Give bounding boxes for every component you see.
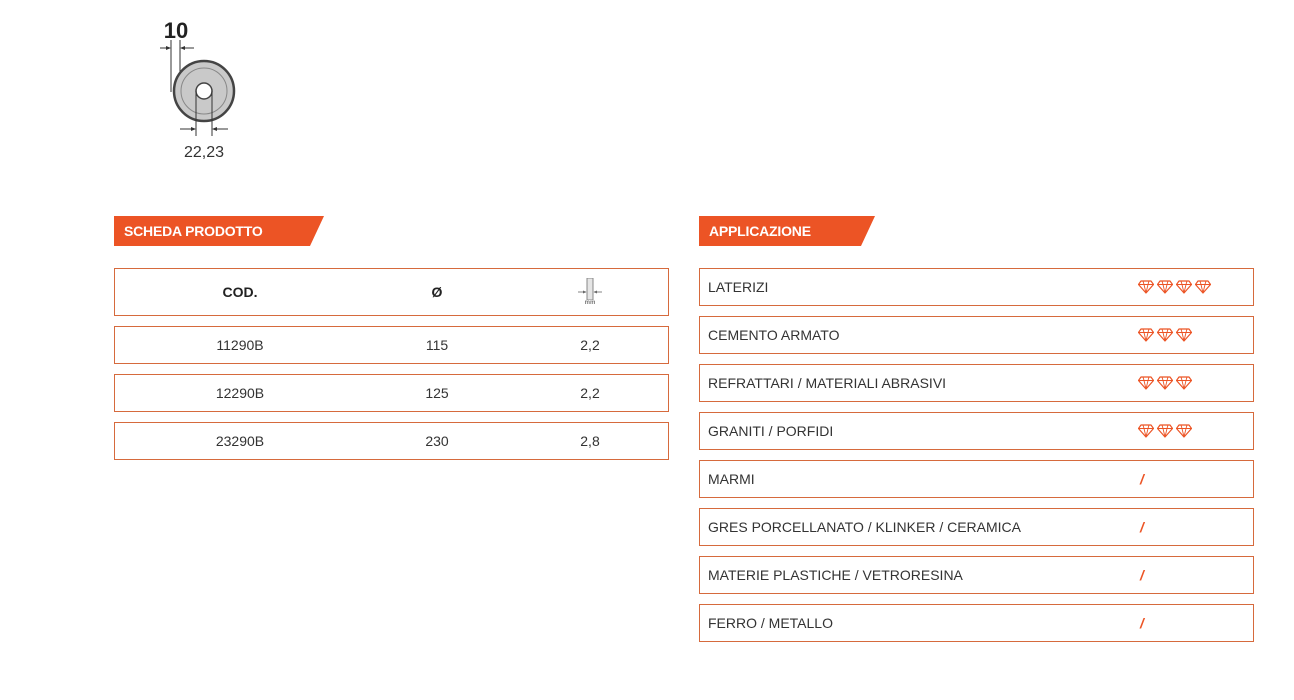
not-applicable-mark: / — [1140, 519, 1144, 535]
bore-value: 22,23 — [183, 144, 225, 161]
product-diameter-cell: 230 — [425, 433, 449, 449]
application-rating — [1138, 509, 1144, 545]
product-thickness-cell: 2,2 — [580, 337, 600, 353]
disc-dimension-diagram — [150, 12, 260, 167]
application-row — [699, 508, 1254, 546]
application-label: MARMI — [708, 471, 755, 487]
product-code-cell: 23290B — [215, 433, 265, 449]
application-rating — [1138, 365, 1192, 401]
product-code-cell: 11290B — [216, 337, 264, 353]
application-rating — [1138, 461, 1144, 497]
application-row — [699, 604, 1254, 642]
diamond-icon — [1176, 376, 1192, 390]
table-row — [114, 422, 669, 460]
diamond-icon — [1138, 376, 1154, 390]
diamond-icon — [1176, 424, 1192, 438]
application-rating — [1138, 269, 1211, 305]
diamond-icon — [1157, 280, 1173, 294]
application-label: GRES PORCELLANATO / KLINKER / CERAMICA — [708, 519, 1022, 535]
product-thickness-cell: 2,2 — [580, 385, 600, 401]
application-row — [699, 268, 1254, 306]
application-label: GRANITI / PORFIDI — [708, 423, 834, 439]
application-row — [699, 364, 1254, 402]
product-thickness-cell: 2,8 — [580, 433, 600, 449]
diamond-icon — [1138, 328, 1154, 342]
table-row — [114, 326, 669, 364]
application-rating — [1138, 605, 1144, 641]
diamond-icon — [1138, 280, 1154, 294]
thickness-icon — [578, 278, 602, 306]
application-label: FERRO / METALLO — [708, 615, 833, 631]
header-diameter: Ø — [431, 284, 443, 300]
application-label: CEMENTO ARMATO — [708, 327, 840, 343]
header-code: COD. — [222, 284, 258, 300]
application-row — [699, 556, 1254, 594]
diamond-icon — [1195, 280, 1211, 294]
application-row — [699, 316, 1254, 354]
diamond-icon — [1176, 280, 1192, 294]
diamond-icon — [1157, 424, 1173, 438]
product-table-header — [114, 268, 669, 316]
not-applicable-mark: / — [1140, 567, 1144, 583]
table-row — [114, 374, 669, 412]
application-title: APPLICAZIONE — [699, 216, 875, 246]
diamond-icon — [1157, 328, 1173, 342]
product-sheet-title: SCHEDA PRODOTTO — [114, 216, 324, 246]
not-applicable-mark: / — [1140, 615, 1144, 631]
diamond-icon — [1138, 424, 1154, 438]
application-rating — [1138, 317, 1192, 353]
product-diameter-cell: 125 — [425, 385, 449, 401]
diamond-icon — [1157, 376, 1173, 390]
application-rating — [1138, 413, 1192, 449]
application-label: LATERIZI — [708, 279, 769, 295]
disc-diagram-svg — [150, 12, 260, 167]
product-diameter-cell: 115 — [425, 337, 449, 353]
application-row — [699, 460, 1254, 498]
application-label: REFRATTARI / MATERIALI ABRASIVI — [708, 375, 947, 391]
thickness-unit-label: mm — [584, 300, 596, 306]
application-row — [699, 412, 1254, 450]
diamond-icon — [1176, 328, 1192, 342]
not-applicable-mark: / — [1140, 471, 1144, 487]
application-rating — [1138, 557, 1144, 593]
header-thickness — [530, 269, 650, 315]
application-label: MATERIE PLASTICHE / VETRORESINA — [708, 567, 963, 583]
thickness-value: 10 — [163, 18, 189, 43]
product-code-cell: 12290B — [215, 385, 265, 401]
